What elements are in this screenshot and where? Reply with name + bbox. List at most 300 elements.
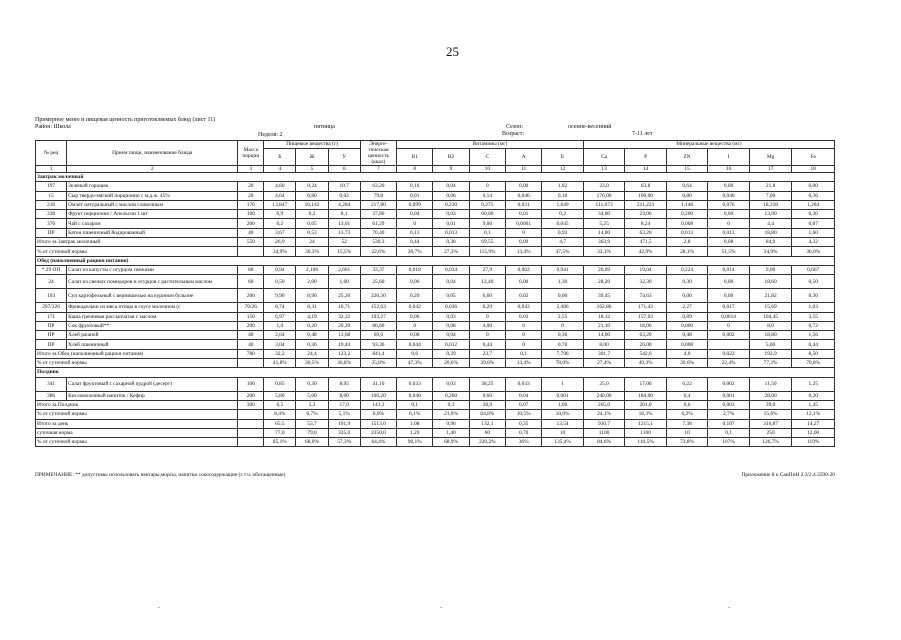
total-cell: 24,1% [583,410,625,419]
table-cell: 0,04 [433,182,469,191]
table-cell: 1,03 [792,303,835,312]
col-protein: Б [264,148,296,165]
table-cell: 0,076 [708,200,750,209]
table-cell: 39,45 [583,289,625,303]
total-cell: 47,5% [542,247,584,256]
total-cell: 0,1 [708,428,750,437]
table-cell: 0,03 [433,377,469,391]
col-fe: Fe [792,148,835,165]
total-row [36,438,835,447]
table-cell: 104,45 [749,312,792,321]
dish-name: Салат из капусты с огурцом свежими [67,265,238,274]
season-value: осенне-весенний [568,124,612,130]
table-cell: 14,00 [583,228,625,237]
total-label: % от суточной нормы [36,410,238,419]
total-label: % от суточной нормы [36,438,238,447]
total-cell: 28,1% [666,247,708,256]
dish-row [36,331,835,340]
table-cell: 0,099 [397,200,433,209]
column-number: 15 [666,166,708,173]
table-cell: 13,01 [328,219,360,228]
total-cell: 2350,0 [360,428,396,437]
total-cell: 34,0% [749,247,792,256]
total-cell: 36,0% [792,247,835,256]
footer-appendix: Приложение 8 к СанПиН 2.3/2.4.3590-20 [741,472,835,478]
total-cell: 4,32 [792,238,835,247]
column-number: 11 [506,166,542,173]
dish-row [36,289,835,303]
total-cell: 57,3% [328,438,360,447]
table-cell: 0,04 [397,210,433,219]
table-cell: 0,08 [397,331,433,340]
table-cell: 0,02 [328,191,360,200]
table-cell: 0,06 [433,191,469,200]
section-row [36,256,835,265]
total-cell: 39,6% [666,359,708,368]
table-cell: 176,00 [583,191,625,200]
table-cell: 0,01 [433,219,469,228]
total-cell: 10 [666,428,708,437]
table-cell: 200 [238,289,264,303]
table-cell: 26,00 [625,340,667,349]
total-cell: 53,7 [296,419,328,428]
total-cell: 0,1 [506,349,542,358]
total-cell: 135,4% [542,438,584,447]
table-cell: 0 [469,331,505,340]
total-cell: 60 [469,428,505,437]
total-cell: 84,9 [749,238,792,247]
dish-name: Сыр твердо-мягкий порционно с м.д.ж. 45% [67,191,238,200]
dish-name: Хлеб ржаной [67,331,238,340]
total-cell: 7,38 [666,419,708,428]
table-cell: 61,29 [360,219,396,228]
col-mg: Mg [749,148,792,165]
table-cell: 20,20 [328,321,360,330]
recipe-number: ПР [36,228,67,237]
table-cell: 8,00 [583,340,625,349]
total-label: Итого за Завтрак молочный [36,238,238,247]
total-cell: 1215,1 [625,419,667,428]
total-row [36,247,835,256]
table-cell: 2,64 [264,331,296,340]
table-cell: 0,30 [296,377,328,391]
table-body [36,173,835,447]
col-portion: Масса порции [238,141,264,166]
total-cell: 141,3 [360,400,396,409]
dish-row [36,275,835,289]
total-cell: 6,1% [397,410,433,419]
table-cell: 2,00 [296,275,328,289]
recipe-number: ПР [36,321,67,330]
table-cell: 162,86 [583,303,625,312]
table-cell: 0,06 [397,312,433,321]
table-cell: 2,661 [328,265,360,274]
recipe-number: 376 [36,219,67,228]
table-cell: 0,22 [666,377,708,391]
total-cell: 47,3% [397,359,433,368]
table-cell: 0,00 [708,182,750,191]
table-cell: 20 [238,191,264,200]
table-cell: 21,10 [583,321,625,330]
total-cell: 64,8% [469,410,505,419]
column-number: 7 [360,166,396,173]
table-cell: 33,37 [360,265,396,274]
total-cell: 123,2 [328,349,360,358]
total-cell: 1100 [583,428,625,437]
dish-name: Салат фруктовый с сахарной пудрой (десерт) [67,377,238,391]
table-cell: 0,13 [397,228,433,237]
table-cell: 38,25 [469,377,505,391]
recipe-number: 103 [36,289,67,303]
table-cell: 0,0014 [708,312,750,321]
table-cell: 0,60 [469,391,505,400]
total-cell: 1,00 [542,400,584,409]
total-label: % от суточной нормы [36,359,238,368]
table-cell: 0,48 [666,331,708,340]
total-cell: 7,796 [542,349,584,358]
dish-row [36,182,835,191]
table-cell: 0 [506,228,542,237]
table-cell: 18,60 [749,275,792,289]
table-cell: 10,7 [328,182,360,191]
table-cell: 0,30 [792,289,835,303]
table-cell: 0 [397,219,433,228]
total-cell: 30,5% [296,359,328,368]
recipe-number: 297/326 [36,303,67,312]
col-b1: В1 [397,148,433,165]
total-cell: 77,2% [749,359,792,368]
table-cell: 0 [506,331,542,340]
table-cell: 0,002 [708,377,750,391]
total-label: Итого за Обед (наполненный рацион питания) [36,349,238,358]
total-cell: 220,2% [469,438,505,447]
total-cell: 107% [708,438,750,447]
table-cell: 0,00 [666,289,708,303]
table-cell: 211,223 [625,200,667,209]
table-cell: 4,284 [328,200,360,209]
total-cell: 193,9 [749,349,792,358]
total-cell: 12,00 [792,428,835,437]
table-cell: 1,148 [666,200,708,209]
total-cell: 10,0% [542,410,584,419]
table-cell: 3,55 [792,312,835,321]
col-minerals: Минеральные вещества (мг) [583,141,834,149]
table-cell: 184,00 [625,391,667,400]
total-cell: 36,7% [397,247,433,256]
section-title: Полдник [36,368,835,377]
col-recipe-no: № рец [36,141,67,166]
table-cell: 0,040 [708,191,750,200]
table-cell: 0,013 [708,228,750,237]
table-cell: 100,20 [360,391,396,400]
table-cell: 2,27 [666,303,708,312]
total-cell: 36,8% [328,359,360,368]
district-label: Район: Школа [35,124,71,130]
table-cell: 1,649 [542,200,584,209]
total-cell: 5,3 [296,400,328,409]
table-cell: 1,284 [792,200,835,209]
total-cell: 6,2% [666,410,708,419]
table-cell: 6,97 [264,312,296,321]
table-cell: 0,667 [792,265,835,274]
table-cell: 1,82 [542,182,584,191]
total-cell [238,410,264,419]
total-cell: 51,5% [708,247,750,256]
total-cell: 2,8 [666,238,708,247]
recipe-number: ПР [36,331,67,340]
table-cell: 0,00 [542,289,584,303]
table-cell: 0,01 [506,210,542,219]
table-cell: 0,00 [506,182,542,191]
table-cell [708,340,750,349]
total-cell: 34,9% [264,247,296,256]
total-cell: 70,8% [792,359,835,368]
table-cell: 0,043 [506,303,542,312]
total-cell: 14,27 [792,419,835,428]
table-cell: 111,673 [583,200,625,209]
total-cell: 30,3% [296,247,328,256]
table-cell: 5,60 [749,340,792,349]
table-cell: 0,040 [397,391,433,400]
table-cell: 0,2 [296,210,328,219]
table-cell: 60 [238,265,264,274]
table-cell: 3,67 [264,228,296,237]
total-cell: 363,9 [583,238,625,247]
table-cell: 0 [708,219,750,228]
column-number: 13 [583,166,625,173]
total-cell: 250 [749,428,792,437]
table-cell: 0,89 [666,312,708,321]
total-cell: 0,6 [397,349,433,358]
dish-row [36,340,835,349]
recipe-number: 197 [36,182,67,191]
table-cell: 1,60 [792,228,835,237]
table-cell: 28,00 [749,391,792,400]
total-cell: 10 [542,428,584,437]
table-cell: 25,0 [583,377,625,391]
table-cell: 200 [238,321,264,330]
table-cell: 0,9 [264,210,296,219]
table-cell: 60,00 [469,210,505,219]
col-e: Е [542,148,584,165]
recipe-number: ПР [36,340,67,349]
total-row [36,400,835,409]
column-number: 10 [469,166,505,173]
total-cell: 0,70 [506,428,542,437]
table-cell: 0,20 [296,321,328,330]
total-cell: 316,87 [749,419,792,428]
total-cell: 12,1% [792,410,835,419]
recipe-number: * 29 ОП [36,265,67,274]
weekday: пятница [314,124,335,130]
total-cell: 32,2 [264,349,296,358]
col-dish-name: Прием пищи, наименование блюда [67,141,238,166]
table-cell: 32,32 [328,312,360,321]
table-cell: 0,036 [433,303,469,312]
total-cell: 65,5 [264,419,296,428]
total-cell: 1,20 [397,428,433,437]
table-cell: 150 [238,312,264,321]
table-cell: 171,43 [625,303,667,312]
total-cell: 119% [792,438,835,447]
table-cell: 0,00 [506,275,542,289]
table-cell: 8,90 [296,289,328,303]
table-cell: 20 [238,182,264,191]
table-cell: 4,60 [264,182,296,191]
table-cell: 63,20 [625,331,667,340]
table-cell: 25,20 [328,289,360,303]
total-cell: 39,0 [749,400,792,409]
column-number: 12 [542,166,584,173]
table-cell: 0,013 [433,228,469,237]
table-cell: 0,00 [792,182,835,191]
table-cell: 0,033 [506,377,542,391]
table-cell: 21,8 [749,182,792,191]
table-cell: 63,20 [625,228,667,237]
total-cell: 20,6% [433,359,469,368]
table-cell: 0,2 [542,210,584,219]
total-cell: 0,09 [506,238,542,247]
total-cell: 0,1 [397,400,433,409]
table-cell: 0,44 [469,340,505,349]
dish-row [36,219,835,228]
table-cell: 0,53 [296,228,328,237]
table-cell: 1,30 [542,275,584,289]
table-cell: 14,00 [583,331,625,340]
total-cell: 78,0% [542,359,584,368]
total-row [36,238,835,247]
col-vitamins: Витамины (мг) [397,141,584,149]
table-cell: 0,013 [666,228,708,237]
dish-name: Батон пшеничный йодированный [67,228,238,237]
total-cell: 15,5% [328,247,360,256]
total-cell: 2,7% [708,410,750,419]
table-cell: 0 [708,321,750,330]
total-label: % от суточной нормы [36,247,238,256]
total-cell: 68,9% [433,438,469,447]
table-cell: 0,70 [542,340,584,349]
table-cell: 2,55 [542,312,584,321]
table-cell: 0,001 [542,391,584,400]
table-cell: 0,00 [708,210,750,219]
table-cell: 0,14 [469,191,505,200]
section-row [36,173,835,182]
age-value: 7-11 лет [632,131,653,137]
total-cell: 33,1% [583,247,625,256]
table-cell: 0 [469,312,505,321]
table-cell: 4,4 [749,219,792,228]
total-cell: 41,8% [264,359,296,368]
table-cell: 37,80 [360,210,396,219]
total-cell: 68,0% [296,438,328,447]
total-cell: 201,0 [625,400,667,409]
dish-name: Фрикадельки из мяса птицы в соусе молочном (с [67,303,238,312]
table-cell: 0,24 [296,182,328,191]
total-cell: 15,6% [749,410,792,419]
table-cell: 6,60 [469,289,505,303]
scan-mark: ˘ [728,606,731,614]
table-cell: 240,00 [583,391,625,400]
recipe-number: 24 [36,275,67,289]
age-label: Возраст: [502,131,524,137]
dish-name: Салат из свежих помидоров и огурцов с растительным маслом [67,275,238,289]
table-cell: 0,04 [433,275,469,289]
table-cell: 3,04 [264,340,296,349]
table-cell: 220,30 [360,289,396,303]
column-number: 5 [296,166,328,173]
table-cell: 32,30 [625,275,667,289]
table-cell: 60 [238,275,264,289]
table-cell: 0 [469,182,505,191]
total-cell: 21,0% [433,410,469,419]
dish-name: Каша гречневая рассыпчатая с маслом [67,312,238,321]
table-cell: 0,230 [433,200,469,209]
table-cell: 40 [238,228,264,237]
total-cell: 841,4 [360,349,396,358]
total-cell: 13,4% [506,247,542,256]
table-cell: 4,64 [264,191,296,200]
total-cell: 39,6% [469,359,505,368]
table-cell: 18,00 [625,321,667,330]
table-cell: 27,9 [469,265,505,274]
total-label: Итого за Полдник [36,400,238,409]
dish-row [36,391,835,400]
table-cell: 70,40 [360,228,396,237]
total-cell: 0,35 [506,419,542,428]
table-cell: 0 [397,321,433,330]
table-cell: 0,03 [433,210,469,219]
recipe-number: 210 [36,200,67,209]
total-cell: 13,54 [542,419,584,428]
table-cell: 8,95 [328,377,360,391]
table-cell: 0,002 [708,331,750,340]
dish-row [36,312,835,321]
dish-row [36,265,835,274]
recipe-number: 338 [36,210,67,219]
column-number: 2 [67,166,238,173]
total-cell: 6,7% [296,410,328,419]
dish-name: Зеленый горошек [67,182,238,191]
table-cell: 0,93 [542,228,584,237]
total-cell: 17,0 [328,400,360,409]
menu-title: Примерное меню и пищевая ценность приготовляемых блюд (лист 11) [35,117,216,123]
table-cell: 0,72 [792,321,835,330]
col-p: P [625,148,667,165]
total-cell: 0,07 [506,400,542,409]
total-row [36,410,835,419]
total-cell: 49,3% [625,359,667,368]
table-cell: 0 [542,321,584,330]
page-number: 25 [446,44,459,59]
table-cell: 70/26 [238,303,264,312]
table-cell: 4,19 [296,312,328,321]
col-b2: В2 [433,148,469,165]
total-cell: 0,003 [708,400,750,409]
column-number: 14 [625,166,667,173]
table-cell: 157,03 [625,312,667,321]
dish-name: Хлеб пшеничный [67,340,238,349]
table-cell: 4,00 [469,321,505,330]
total-cell: 27,3% [433,247,469,256]
table-cell: 0,29 [469,303,505,312]
table-cell: 0,4 [666,391,708,400]
table-cell: 19,44 [328,340,360,349]
total-cell: 8,50 [792,349,835,358]
table-cell: 0,00 [708,289,750,303]
table-cell: 1,60 [328,275,360,289]
table-cell: 0,044 [397,340,433,349]
total-cell: 0,6 [666,400,708,409]
